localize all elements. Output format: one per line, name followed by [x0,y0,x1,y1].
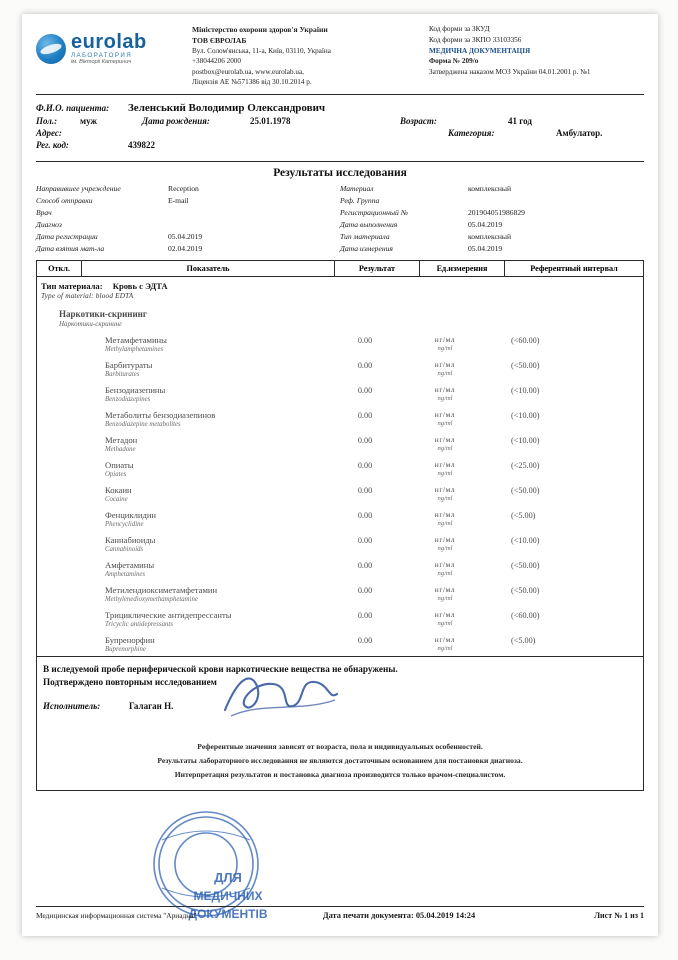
analyte-name: Метамфетамины [105,334,167,345]
table-row [37,631,643,656]
analyte-group-subtitle: Наркотики-скрининг [59,319,122,328]
analyte-result: 0.00 [357,610,373,620]
meta-row [36,207,340,219]
analyte-reference: (<50.00) [511,485,540,495]
meta-value: 05.04.2019 [168,232,203,242]
cell-reference [485,510,643,520]
analyte-reference: (<50.00) [511,560,540,570]
meta-value: комплексный [468,232,512,242]
cell-reference [485,460,643,470]
meta-key: Реф. Группа [340,195,380,205]
patient-address-row [36,128,644,138]
cell-indicator [77,560,325,578]
org-line-0: Міністерство охорони здоров'я України [192,25,328,34]
cell-units [405,385,485,402]
analyte-reference: (<5.00) [511,510,536,520]
cell-units [405,535,485,552]
meta-value: 201904051986829 [468,208,525,218]
analyte-unit: нг/мл [434,434,456,444]
analyte-unit-latin: ng/ml [437,494,453,502]
analyte-reference: (<50.00) [511,360,540,370]
patient-regcode-label: Рег. код: [36,139,69,150]
table-row [37,331,643,356]
page-title: Результаты исследования [273,166,407,179]
meta-key: Материал [340,183,374,193]
analyte-latin: Methadone [105,445,136,453]
patient-age-label: Возраст: [400,115,437,126]
conclusion-block [36,657,644,791]
executor-value: Галаган Н. [129,701,174,712]
meta-value: Reception [168,183,199,193]
eurolab-logo [36,24,186,66]
svg-text:МЕДИЧНИХ: МЕДИЧНИХ [193,889,263,903]
analyte-name: Фенциклидин [105,509,157,520]
meta-value: 05.04.2019 [468,220,503,230]
analyte-latin: Benzodiazepine metabolites [105,420,181,428]
analyte-result: 0.00 [357,585,373,595]
analyte-unit: нг/мл [434,384,456,394]
cell-result [325,335,405,345]
analyte-unit: нг/мл [434,359,456,369]
analyte-unit: нг/мл [434,534,456,544]
analyte-result: 0.00 [357,635,373,645]
cell-indicator [77,485,325,503]
meta-key: Диагноз [36,220,62,230]
analyte-unit: нг/мл [434,334,456,344]
cell-result [325,510,405,520]
organization-info [186,24,429,88]
meta-row [340,195,644,207]
meta-row [340,183,644,195]
conclusion-line-1: В иследуемой пробе периферической крови наркотические вещества не обнаружены. [43,663,398,674]
meta-value: E-mail [168,195,189,205]
analyte-unit-latin: ng/ml [437,619,453,627]
study-meta [36,183,644,260]
analyte-reference: (<10.00) [511,410,540,420]
cell-reference [485,585,643,595]
form-code-line-1: Код форми за ЗКПО 33103356 [429,35,522,44]
table-row [37,606,643,631]
cell-indicator [77,385,325,403]
analyte-latin: Amphetamines [105,570,146,578]
results-table-header [36,260,644,277]
analyte-unit: нг/мл [434,509,456,519]
table-header-row [37,260,644,276]
analyte-name: Метилендиоксиметамфетамин [105,584,218,595]
table-row [37,456,643,481]
footnote-2: Интерпретация результатов и постановка диагноза производится только врачом-специалистом. [174,769,506,779]
table-row [37,406,643,431]
patient-category-value: Амбулатор. [556,127,603,138]
column-header-reference: Референтный интервал [505,260,644,276]
patient-sex-value: муж [80,115,98,126]
cell-reference [485,610,643,620]
cell-result [325,460,405,470]
analyte-unit: нг/мл [434,634,456,644]
analyte-reference: (<10.00) [511,435,540,445]
analyte-latin: Barbiturates [105,370,140,378]
analyte-latin: Cocaine [105,495,128,503]
cell-reference [485,410,643,420]
cell-indicator [77,460,325,478]
analyte-name: Бупренорфин [105,634,155,645]
svg-text:ДОКУМЕНТІВ: ДОКУМЕНТІВ [188,907,268,921]
analyte-unit-latin: ng/ml [437,444,453,452]
patient-block [36,95,644,155]
cell-result [325,410,405,420]
form-code-line-2: МЕДИЧНА ДОКУМЕНТАЦІЯ [429,46,531,55]
cell-units [405,485,485,502]
analyte-result: 0.00 [357,560,373,570]
analyte-name: Опиаты [105,459,134,470]
logo-subtitle-secondary: ім. Вікторіі Катеринич [71,59,132,66]
svg-text:ДЛЯ: ДЛЯ [214,870,242,885]
cell-reference [485,385,643,395]
cell-units [405,510,485,527]
column-header-deviation: Откл. [37,260,82,276]
column-header-indicator: Показатель [82,260,335,276]
analyte-unit: нг/мл [434,609,456,619]
analyte-unit-latin: ng/ml [437,594,453,602]
cell-result [325,560,405,570]
meta-key: Направившее учреждение [36,183,121,193]
material-type-row [37,277,643,292]
cell-units [405,610,485,627]
meta-key: Дата измерения [340,244,393,254]
cell-units [405,360,485,377]
analyte-unit-latin: ng/ml [437,644,453,652]
analyte-result: 0.00 [357,410,373,420]
material-type-latin: Type of material: blood EDTA [41,291,134,300]
patient-regcode-row [36,140,644,150]
meta-key: Регистрационный № [340,208,408,218]
cell-indicator [77,435,325,453]
meta-row [340,243,644,255]
meta-key: Тип материала [340,232,390,242]
analyte-latin: Cannabinoids [105,545,144,553]
cell-indicator [77,410,325,428]
study-meta-right [340,183,644,256]
analyte-reference: (<25.00) [511,460,540,470]
meta-row [340,219,644,231]
cell-result [325,385,405,395]
cell-indicator [77,510,325,528]
analyte-name: Барбитураты [105,359,153,370]
cell-reference [485,360,643,370]
analyte-reference: (<50.00) [511,585,540,595]
analyte-result: 0.00 [357,535,373,545]
analyte-unit-latin: ng/ml [437,569,453,577]
analyte-group-title: Наркотики-скрининг [59,308,147,319]
analyte-reference: (<10.00) [511,535,540,545]
cell-units [405,560,485,577]
analyte-result: 0.00 [357,460,373,470]
patient-age-value: 41 год [508,115,532,126]
cell-units [405,410,485,427]
patient-divider [36,161,644,162]
table-row [37,381,643,406]
analyte-latin: Methylenedioxymethamphetamine [105,595,198,603]
patient-birth-label: Дата рождения: [142,115,210,126]
document-sheet [22,14,658,936]
analyte-reference: (<60.00) [511,610,540,620]
cell-result [325,535,405,545]
analyte-unit-latin: ng/ml [437,544,453,552]
org-line-5: Ліцензія АЕ №571386 від 30.10.2014 р. [192,78,312,87]
cell-indicator [77,635,325,653]
analyte-unit: нг/мл [434,459,456,469]
study-meta-left [36,183,340,256]
form-code-line-0: Код форми за ЗКУД [429,25,490,33]
meta-row [36,231,340,243]
analyte-unit: нг/мл [434,559,456,569]
analyte-name: Кокаин [105,484,132,495]
footnotes [43,740,637,782]
patient-regcode-value: 439822 [128,139,155,150]
cell-reference [485,335,643,345]
cell-reference [485,535,643,545]
analyte-result: 0.00 [357,435,373,445]
cell-result [325,360,405,370]
cell-units [405,435,485,452]
document-footer [36,906,644,920]
patient-birth-value: 25.01.1978 [250,115,291,126]
footer-system-name: Медицинская информационная система "Ариадна" [36,911,197,920]
column-header-units: Ед.измерения [420,260,505,276]
results-table-body [36,277,644,657]
form-code-line-3: Форма № 209/о [429,57,479,66]
cell-indicator [77,360,325,378]
analyte-result: 0.00 [357,360,373,370]
patient-category-label: Категория: [448,127,495,138]
analyte-result: 0.00 [357,385,373,395]
analyte-result: 0.00 [357,335,373,345]
analyte-name: Метадон [105,434,138,445]
cell-units [405,460,485,477]
meta-key: Дата регистрации [36,232,98,242]
patient-sex-label: Пол.: [36,115,58,126]
footnote-0: Референтные значения зависят от возраста, пола и индивидуальных особенностей. [197,741,483,751]
meta-row [36,219,340,231]
eurolab-logo-icon [36,34,66,64]
meta-row [36,183,340,195]
cell-indicator [77,585,325,603]
patient-name-row [36,102,644,114]
meta-key: Способ отправки [36,195,93,205]
analyte-latin: Benzodiazepines [105,395,151,403]
table-row [37,356,643,381]
meta-value: комплексный [468,183,512,193]
footnote-1: Результаты лабораторного исследования не являются достаточным основанием для постановки диагноза. [157,755,523,765]
analyte-latin: Buprenorphine [105,645,146,653]
analyte-latin: Phencyclidine [105,520,144,528]
cell-units [405,635,485,652]
analyte-reference: (<10.00) [511,385,540,395]
cell-reference [485,485,643,495]
org-line-1: ТОВ ЄВРОЛАБ [192,36,247,45]
table-row [37,481,643,506]
executor-row [43,700,637,714]
form-codes [429,24,644,78]
footer-page-number: Лист № 1 из 1 [594,911,644,920]
org-line-4: postbox@eurolab.ua, www.eurolab.ua, [192,67,304,76]
org-line-2: Вул. Солом'янська, 11-а, Київ, 03110, Україна [192,47,331,55]
table-row [37,506,643,531]
analyte-name: Метаболиты бензодиазепинов [105,409,216,420]
analyte-name: Амфетамины [105,559,155,570]
analyte-rows [37,331,643,656]
analyte-unit: нг/мл [434,484,456,494]
logo-subtitle: ЛАБОРАТОРИЯ [71,52,133,59]
meta-value: 02.04.2019 [168,244,203,254]
analyte-name: Трициклические антидепрессанты [105,609,232,620]
patient-name-label: Ф.И.О. пациента: [36,102,110,113]
cell-result [325,635,405,645]
cell-result [325,485,405,495]
meta-row [340,207,644,219]
cell-reference [485,635,643,645]
document-header [36,24,644,88]
cell-reference [485,435,643,445]
table-row [37,431,643,456]
analyte-unit-latin: ng/ml [437,344,453,352]
org-line-3: +38044206 2000 [192,57,241,66]
analyte-unit-latin: ng/ml [437,469,453,477]
material-type-value: Кровь с ЭДТА [112,280,168,291]
table-row [37,531,643,556]
analyte-unit: нг/мл [434,584,456,594]
meta-key: Дата выполнения [340,220,398,230]
analyte-latin: Opiates [105,470,127,478]
meta-key: Врач [36,208,52,218]
table-row [37,556,643,581]
footer-print-date: Дата печати документа: 05.04.2019 14:24 [322,911,476,920]
table-row [37,581,643,606]
analyte-name: Каннабиоиды [105,534,156,545]
analyte-latin: Tricyclic antidepressants [105,620,173,628]
patient-address-label: Адрес: [36,127,62,138]
column-header-result: Результат [335,260,420,276]
logo-name: eurolab [71,31,147,53]
form-code-line-4: Затверджена наказом МОЗ України 04.01.2001 р. №1 [429,68,591,77]
analyte-unit-latin: ng/ml [437,419,453,427]
meta-row [36,243,340,255]
meta-row [340,231,644,243]
analyte-reference: (<60.00) [511,335,540,345]
cell-units [405,585,485,602]
executor-label: Исполнитель: [43,701,101,712]
patient-sex-row [36,116,644,126]
cell-result [325,610,405,620]
analyte-result: 0.00 [357,510,373,520]
cell-result [325,585,405,595]
material-type-label: Тип материала: [41,280,103,291]
analyte-reference: (<5.00) [511,635,536,645]
analyte-unit-latin: ng/ml [437,394,453,402]
cell-indicator [77,335,325,353]
cell-indicator [77,535,325,553]
footer-divider [36,906,644,907]
conclusion-line-2: Подтверждено повторным исследованием [43,677,217,688]
cell-result [325,435,405,445]
analyte-name: Бензодиазепины [105,384,166,395]
patient-name-value: Зеленський Володимир Олександрович [128,101,326,114]
analyte-unit: нг/мл [434,409,456,419]
cell-reference [485,560,643,570]
cell-indicator [77,610,325,628]
meta-value: 05.04.2019 [468,244,503,254]
meta-row [36,195,340,207]
analyte-latin: Methylamphetamines [105,345,164,353]
analyte-result: 0.00 [357,485,373,495]
meta-key: Дата взятия мат-ла [36,244,105,254]
stamp-text-icon [182,860,274,944]
cell-units [405,335,485,352]
analyte-unit-latin: ng/ml [437,369,453,377]
analyte-unit-latin: ng/ml [437,519,453,527]
